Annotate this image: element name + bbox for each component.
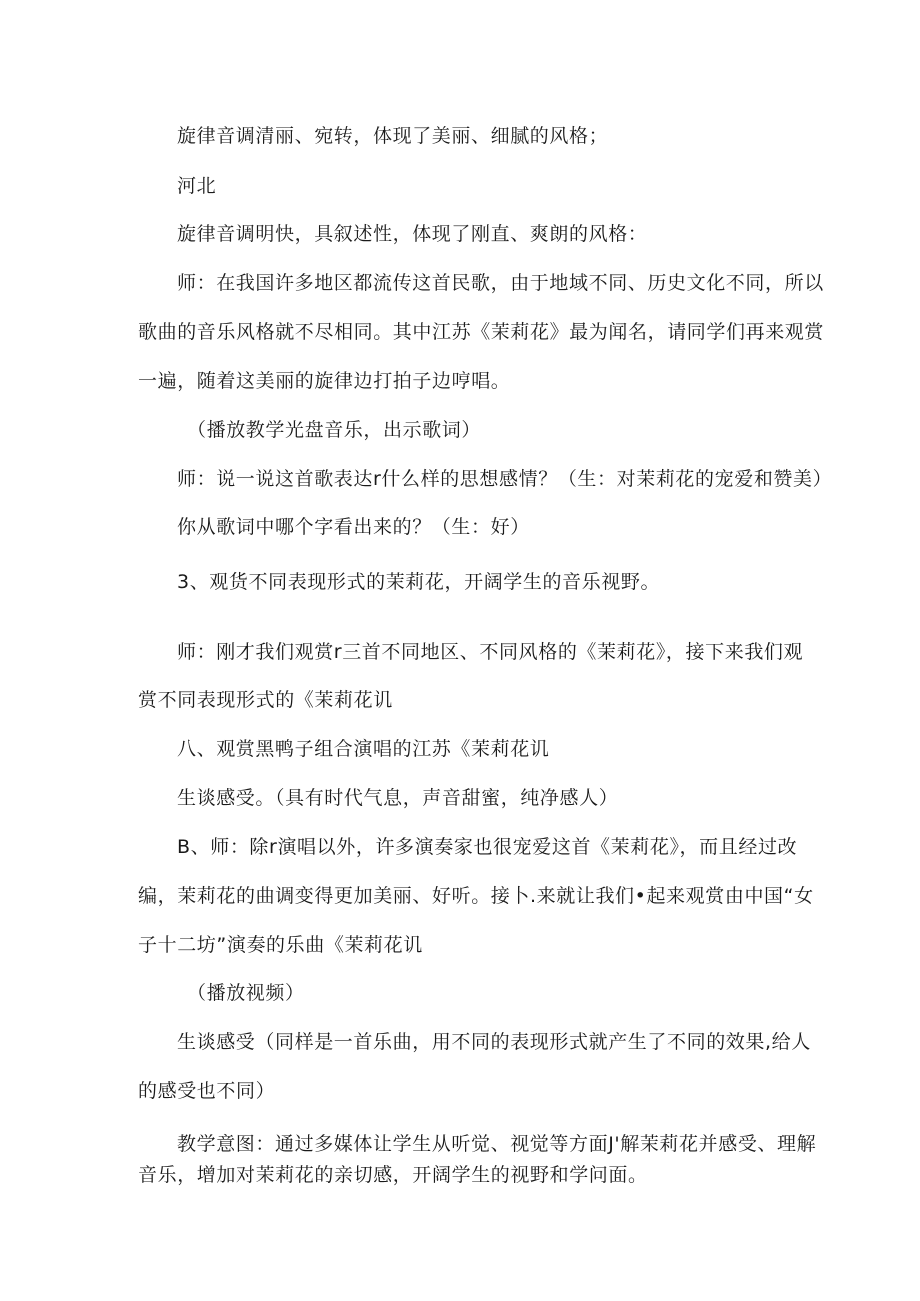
text-line: 你从歌词中哪个字看出来的？（生：好） (177, 516, 530, 538)
text-line: 旋律音调明快，具叙述性，体现了刚直、爽朗的风格： (177, 223, 648, 245)
text-line: 生谈感受（同样是一首乐曲，用不同的表现形式就产生了不同的效果,给人 (177, 1031, 811, 1053)
text-line: 编，茉莉花的曲调变得更加美丽、好听。接卜.来就让我们•起来观赏由中国“女 (138, 885, 814, 907)
text-line: 歌曲的音乐风格就不尽相同。其中江苏《茉莉花》最为闻名，请同学们再来观赏 (138, 321, 825, 343)
text-line: 3、观货不同表现形式的茉莉花，开阔学生的音乐视野。 (177, 571, 661, 593)
text-line: 旋律音调清丽、宛转，体现了美丽、细腻的风格； (177, 125, 609, 147)
text-line: 河北 (177, 175, 217, 197)
text-line: 教学意图：通过多媒体让学生从听觉、视觉等方面J'解茉莉花并感受、理解 (177, 1133, 817, 1155)
text-line: （播放视频） (187, 982, 305, 1004)
text-line: 子十二坊”演奏的乐曲《茉莉花讥 (138, 934, 423, 956)
text-line: 师：刚才我们观赏r三首不同地区、不同风格的《茉莉花》，接下来我们观 (177, 641, 804, 663)
text-line: 赏不同表现形式的《茉莉花讥 (138, 689, 393, 711)
text-line: 师：在我国许多地区都流传这首民歌，由于地域不同、历史文化不同，所以 (177, 272, 824, 294)
text-line: 的感受也不同） (138, 1080, 276, 1102)
text-line: 八、观赏黑鸭子组合演唱的江苏《茉莉花讥 (177, 738, 550, 760)
text-line: 师：说一说这首歌表达r什么样的思想感情？（生：对茉莉花的宠爱和赞美） (177, 468, 833, 490)
text-line: 生谈感受。（具有时代气息，声音甜蜜，纯净感人） (177, 787, 619, 809)
text-line: 一遍，随着这美丽的旋律边打拍子边哼唱。 (138, 370, 511, 392)
text-line: 音乐，增加对茉莉花的亲切感，开阔学生的视野和学问面。 (138, 1164, 648, 1186)
text-line: B、师：除r演唱以外，许多演奏家也很宠爱这首《茉莉花》，而且经过改 (177, 836, 798, 858)
text-line: （播放教学光盘音乐，出示歌词） (187, 419, 482, 441)
